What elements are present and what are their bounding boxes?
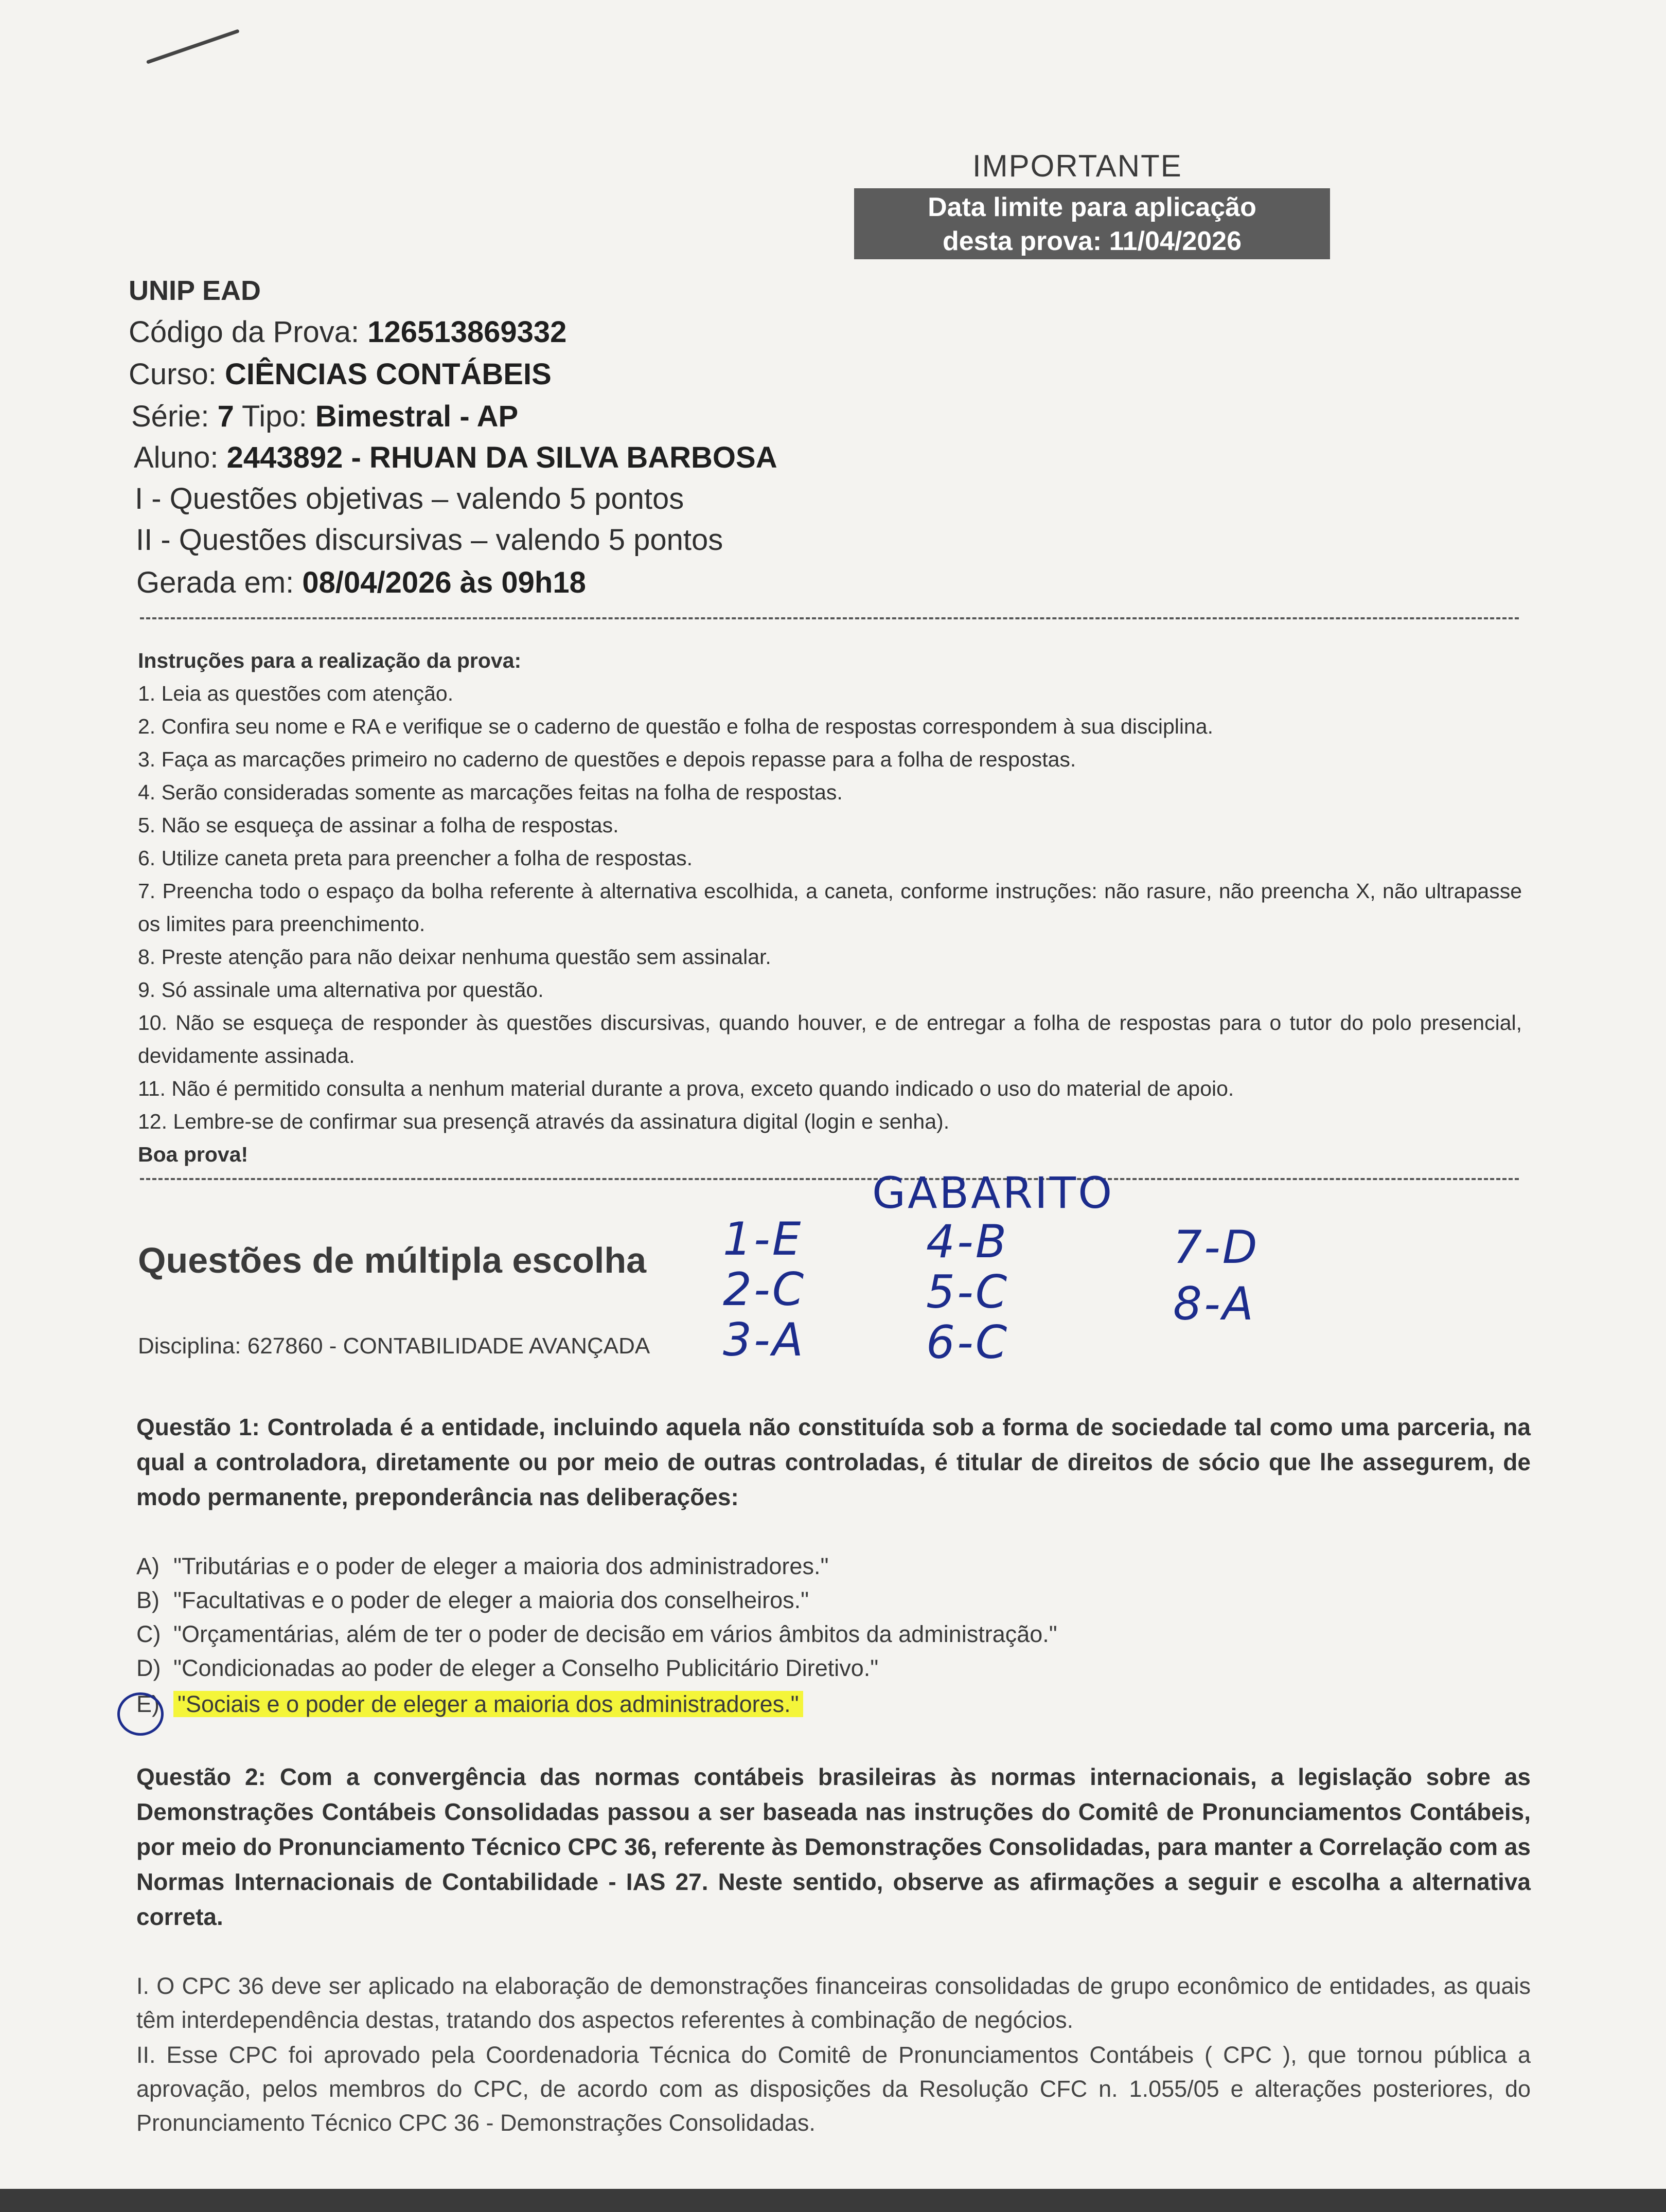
closing: Boa prova! [138, 1143, 249, 1166]
option-letter: B) [136, 1587, 159, 1613]
answer-item: 6-C [926, 1316, 1009, 1369]
option-letter: D) [136, 1655, 161, 1681]
answer-key-col3 [1173, 1219, 1260, 1332]
instruction-item: 8. Preste atenção para não deixar nenhuma questão sem assinalar. [138, 945, 771, 969]
series-label: Série: [131, 400, 209, 433]
section-title: Questões de múltipla escolha [138, 1240, 647, 1280]
circled-answer-mark [117, 1692, 164, 1736]
type-label: Tipo: [241, 400, 307, 433]
option-text: "Condicionadas ao poder de eleger a Conselho Publicitário Diretivo." [173, 1655, 879, 1681]
option-letter: E) [136, 1691, 159, 1717]
objective-line: I - Questões objetivas – valendo 5 pontos [135, 482, 684, 515]
instructions-title: Instruções para a realização da prova: [138, 649, 522, 672]
institution: UNIP EAD [129, 275, 261, 306]
exam-code [129, 312, 566, 353]
instruction-item: 12. Lembre-se de confirmar sua presençã através da assinatura digital (login e senha). [138, 1110, 950, 1133]
option-c[interactable] [136, 1617, 1057, 1651]
answer-item: 3-A [723, 1313, 805, 1366]
option-b[interactable] [136, 1583, 809, 1617]
option-text-highlighted: "Sociais e o poder de eleger a maioria dos administradores." [173, 1691, 803, 1717]
option-text: "Orçamentárias, além de ter o poder de decisão em vários âmbitos da administração." [173, 1621, 1057, 1647]
question-1-text: Controlada é a entidade, incluindo aquela não constituída sob a forma de sociedade tal como uma parceria, na qual a controladora, diretamente ou por meio de outras controladas, é titular de direitos de sócio que lhe assegurem, de modo permanente, preponderância nas deliberações: [136, 1414, 1531, 1510]
divider [140, 1178, 1519, 1180]
deadline-line-2: desta prova: 11/04/2026 [942, 226, 1242, 256]
discursive-line: II - Questões discursivas – valendo 5 pontos [136, 523, 723, 557]
series-value: 7 [217, 400, 234, 433]
answer-item: 7-D [1173, 1221, 1260, 1274]
instruction-item: 1. Leia as questões com atenção. [138, 682, 454, 705]
code-label: Código da Prova: [129, 315, 360, 349]
generated-label: Gerada em: [136, 566, 294, 599]
statement-2: II. Esse CPC foi aprovado pela Coordenadoria Técnica do Comitê de Pronunciamentos Contábeis ( CPC ), que tornou pública a aprovação, pelos membros do CPC, de acordo com as disposições da Resolução CFC n. 1.055/05 e alterações posteriores, do Pronunciamento Técnico CPC 36 - Demonstrações Consolidadas. [136, 2042, 1531, 2136]
instruction-item: 11. Não é permitido consulta a nenhum material durante a prova, exceto quando indicado o uso do material de apoio. [138, 1077, 1234, 1100]
pen-stroke [146, 29, 240, 64]
question-2-label: Questão 2: [136, 1763, 266, 1790]
instructions-list [138, 677, 1522, 1171]
option-e[interactable] [136, 1687, 803, 1721]
important-title: IMPORTANTE [972, 149, 1182, 183]
answer-item: 8-A [1173, 1277, 1255, 1330]
page-bottom-edge [0, 2189, 1666, 2212]
discipline: Disciplina: 627860 - CONTABILIDADE AVANÇADA [138, 1333, 650, 1359]
option-d[interactable] [136, 1651, 878, 1685]
option-letter: A) [136, 1553, 159, 1579]
student [134, 437, 777, 478]
question-1 [136, 1410, 1531, 1514]
generated-value: 08/04/2026 às 09h18 [302, 566, 586, 599]
course-label: Curso: [129, 358, 217, 391]
instruction-item: 6. Utilize caneta preta para preencher a folha de respostas. [138, 846, 693, 870]
instruction-item: 4. Serão consideradas somente as marcações feitas na folha de respostas. [138, 780, 843, 804]
instruction-item: 3. Faça as marcações primeiro no caderno de questões e depois repasse para a folha de respostas. [138, 747, 1076, 771]
question-1-label: Questão 1: [136, 1414, 260, 1440]
deadline-line-1: Data limite para aplicação [928, 192, 1256, 222]
generated [136, 562, 586, 603]
answer-item: 2-C [723, 1263, 806, 1316]
code-value: 126513869332 [367, 315, 567, 349]
question-2 [136, 1759, 1531, 1934]
instruction-item: 2. Confira seu nome e RA e verifique se o caderno de questão e folha de respostas correspondem à sua disciplina. [138, 715, 1213, 738]
option-letter: C) [136, 1621, 161, 1647]
course-value: CIÊNCIAS CONTÁBEIS [224, 358, 552, 391]
deadline-banner [854, 188, 1330, 259]
instruction-item: 7. Preencha todo o espaço da bolha referente à alternativa escolhida, a caneta, conforme instruções: não rasure, não preencha X, não ultrapasse os limites para preenchimento. [138, 879, 1522, 936]
answer-key-col1 [723, 1214, 806, 1365]
option-text: "Tributárias e o poder de eleger a maioria dos administradores." [173, 1553, 829, 1579]
option-a[interactable] [136, 1549, 828, 1583]
divider [140, 617, 1519, 619]
answer-item: 4-B [926, 1215, 1009, 1268]
question-2-text: Com a convergência das normas contábeis brasileiras às normas internacionais, a legislação sobre as Demonstrações Contábeis Consolidadas passou a ser baseada nas instruções do Comitê de Pronunciamentos Contábeis, por meio do Pronunciamento Técnico CPC 36, referente às Demonstrações Consolidadas, para manter a Correlação com as Normas Internacionais de Contabilidade - IAS 27. Neste sentido, observe as afirmações a seguir e escolha a alternativa correta. [136, 1763, 1531, 1930]
course [129, 354, 552, 395]
instruction-item: 9. Só assinale uma alternativa por questão. [138, 978, 544, 1002]
instruction-item: 5. Não se esqueça de assinar a folha de respostas. [138, 813, 619, 837]
series-type [131, 396, 518, 437]
statement-1: I. O CPC 36 deve ser aplicado na elaboração de demonstrações financeiras consolidadas de grupo econômico de entidades, as quais têm interdependência destas, tratando dos aspectos referentes à combinação de negócios. [136, 1973, 1531, 2033]
answer-key-title: GABARITO [872, 1168, 1114, 1218]
student-value: 2443892 - RHUAN DA SILVA BARBOSA [226, 441, 777, 474]
option-text: "Facultativas e o poder de eleger a maioria dos conselheiros." [173, 1587, 809, 1613]
type-value: Bimestral - AP [315, 400, 519, 433]
student-label: Aluno: [134, 441, 219, 474]
answer-key-col2 [926, 1217, 1009, 1368]
instruction-item: 10. Não se esqueça de responder às questões discursivas, quando houver, e de entregar a folha de respostas para o tutor do polo presencial, devidamente assinada. [138, 1011, 1522, 1067]
answer-item: 5-C [926, 1265, 1009, 1318]
answer-item: 1-E [723, 1212, 803, 1265]
